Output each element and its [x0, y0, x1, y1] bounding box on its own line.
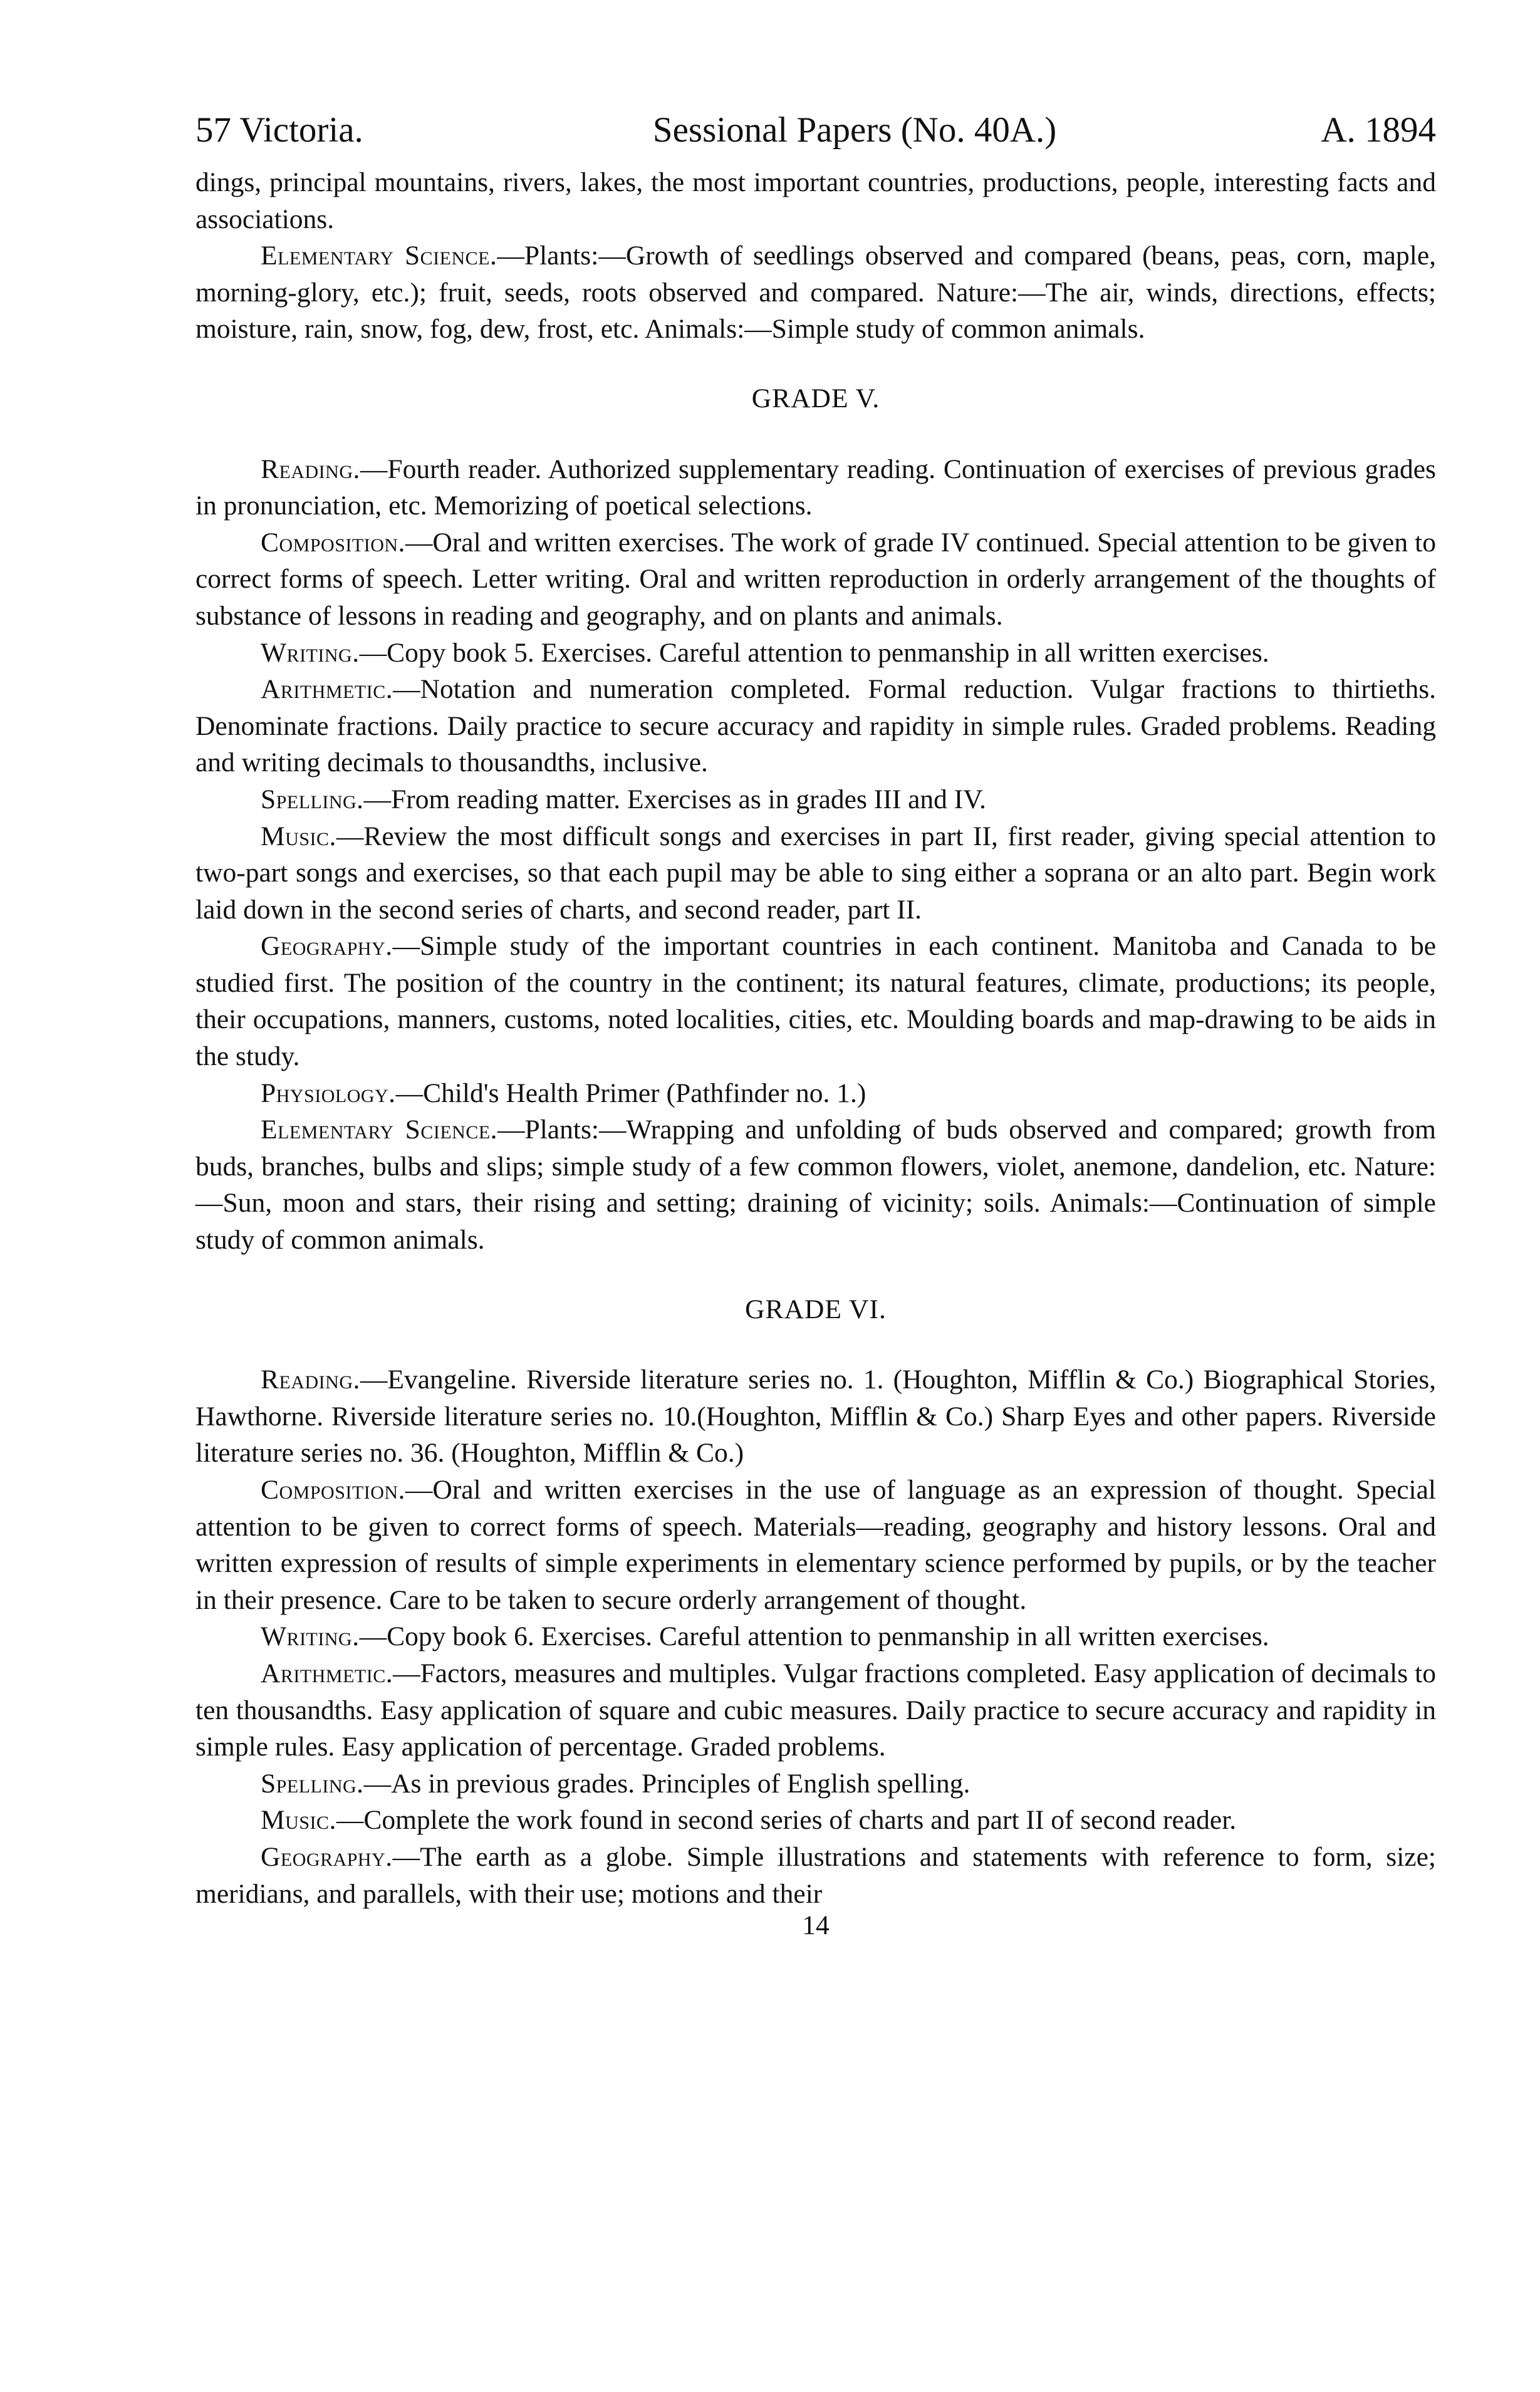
- paragraph-spelling: [195, 781, 1436, 818]
- paragraph-text: —Factors, measures and multiples. Vulgar fractions completed. Easy application of decimals to ten thousandths. Easy application of square and cubic measures. Daily practice to secure accuracy and rapidity in simple rules. Easy application of percentage. Graded problems.: [195, 1658, 1436, 1762]
- document-page: [195, 110, 1436, 1941]
- paragraph-physiology: [195, 1075, 1436, 1112]
- paragraph-elementary-science: [195, 1111, 1436, 1258]
- paragraph-head: Elementary Science.: [261, 241, 497, 271]
- paragraph-text: —Copy book 6. Exercises. Careful attention to penmanship in all written exercises.: [359, 1621, 1269, 1652]
- paragraph-text: —As in previous grades. Principles of English spelling.: [363, 1768, 970, 1799]
- paragraph-text: —Child's Health Primer (Pathfinder no. 1.): [395, 1078, 866, 1108]
- paragraph-head: Composition.: [261, 527, 405, 558]
- paragraph-composition: [195, 1472, 1436, 1618]
- paragraph-text: —Notation and numeration completed. Formal reduction. Vulgar fractions to thirtieths. Denominate fractions. Daily practice to secure accuracy and rapidity in simple rules. Graded problems. Reading and writing decimals to thousandths, inclusive.: [195, 674, 1436, 778]
- paragraph-reading: [195, 451, 1436, 524]
- paragraph-head: Arithmetic.: [261, 1658, 393, 1688]
- paragraph-music: [195, 818, 1436, 928]
- paragraph-head: Physiology.: [261, 1078, 396, 1108]
- paragraph-writing: [195, 1618, 1436, 1655]
- paragraph-composition: [195, 524, 1436, 635]
- grade-vi-heading: GRADE VI.: [745, 1294, 887, 1324]
- header-year: A. 1894: [1321, 110, 1436, 150]
- paragraph-arithmetic: [195, 1655, 1436, 1765]
- paragraph-head: Geography.: [261, 1841, 393, 1872]
- paragraph-text: —The earth as a globe. Simple illustrations and statements with reference to form, size; meridians, and parallels, with their use; motions and their: [195, 1841, 1436, 1909]
- paragraph-text: —Evangeline. Riverside literature series no. 1. (Houghton, Mifflin & Co.) Biographical Stories, Hawthorne. Riverside literature series no. 10.(Houghton, Mifflin & Co.) Sharp Eyes and other papers. Riverside literature series no. 36. (Houghton, Mifflin & Co.): [195, 1365, 1436, 1469]
- paragraph-head: Arithmetic.: [261, 674, 393, 705]
- paragraph-spelling: [195, 1765, 1436, 1802]
- paragraph-head: Geography.: [261, 931, 393, 962]
- intro-section: [195, 164, 1436, 348]
- header-title: Sessional Papers (No. 40A.): [652, 110, 1057, 150]
- paragraph-text: —Plants:—Growth of seedlings observed and compared (beans, peas, corn, maple, morning-glory, etc.); fruit, seeds, roots observed and compared. Nature:—The air, winds, directions, effects; moisture, rain, snow, fog, dew, frost, etc. Animals:—Simple study of common animals.: [195, 241, 1437, 345]
- paragraph-head: Writing.: [261, 1621, 360, 1652]
- grade-vi-section: [195, 1361, 1436, 1912]
- paragraph-text: —From reading matter. Exercises as in grades III and IV.: [363, 784, 986, 814]
- paragraph-arithmetic: [195, 671, 1436, 781]
- paragraph-head: Reading.: [261, 1365, 360, 1395]
- paragraph-head: Elementary Science.: [261, 1115, 498, 1145]
- paragraph-text: dings, principal mountains, rivers, lakes, the most important countries, productions, people, interesting facts and associations.: [195, 167, 1436, 234]
- paragraph-head: Reading.: [261, 454, 360, 484]
- header-session: 57 Victoria.: [195, 110, 363, 150]
- paragraph-head: Spelling.: [261, 1768, 364, 1799]
- paragraph-text: —Simple study of the important countries in each continent. Manitoba and Canada to be studied first. The position of the country in the continent; its natural features, climate, productions; its people, their occupations, manners, customs, noted localities, cities, etc. Moulding boards and map-drawing to be aids in the study.: [195, 931, 1436, 1072]
- paragraph-text: —Plants:—Wrapping and unfolding of buds observed and compared; growth from buds, branches, bulbs and slips; simple study of a few common flowers, violet, anemone, dandelion, etc. Nature:—Sun, moon and stars, their rising and setting; draining of vicinity; soils. Animals:—Continuation of simple study of common animals.: [195, 1115, 1437, 1256]
- paragraph-reading: [195, 1361, 1436, 1472]
- paragraph-text: —Oral and written exercises. The work of grade IV continued. Special attention to be given to correct forms of speech. Letter writing. Oral and written reproduction in orderly arrangement of the thoughts of substance of lessons in reading and geography, and on plants and animals.: [195, 527, 1436, 631]
- paragraph-text: —Copy book 5. Exercises. Careful attention to penmanship in all written exercises.: [359, 637, 1269, 668]
- paragraph-music: [195, 1802, 1436, 1839]
- paragraph-geography: [195, 1839, 1436, 1912]
- grade-v-heading: GRADE V.: [751, 383, 880, 413]
- paragraph-continuation: [195, 164, 1436, 237]
- paragraph-elementary-science: [195, 237, 1436, 348]
- paragraph-head: Spelling.: [261, 784, 364, 814]
- paragraph-head: Writing.: [261, 637, 360, 668]
- paragraph-text: —Oral and written exercises in the use of language as an expression of thought. Special attention to be given to correct forms of speech. Materials—reading, geography and history lessons. Oral and written expression of results of simple experiments in elementary science performed by pupils, or by the teacher in their presence. Care to be taken to secure orderly arrangement of thought.: [195, 1475, 1436, 1615]
- page-number: 14: [802, 1910, 830, 1941]
- running-header: [195, 110, 1436, 150]
- paragraph-geography: [195, 928, 1436, 1074]
- paragraph-writing: [195, 635, 1436, 672]
- grade-v-section: [195, 451, 1436, 1259]
- paragraph-head: Music.: [261, 1805, 336, 1836]
- paragraph-text: —Review the most difficult songs and exercises in part II, first reader, giving special attention to two-part songs and exercises, so that each pupil may be able to sing either a soprana or an alto part. Begin work laid down in the second series of charts, and second reader, part II.: [195, 821, 1436, 925]
- paragraph-head: Composition.: [261, 1475, 405, 1505]
- paragraph-head: Music.: [261, 821, 336, 851]
- paragraph-text: —Complete the work found in second series of charts and part II of second reader.: [336, 1805, 1237, 1836]
- paragraph-text: —Fourth reader. Authorized supplementary reading. Continuation of exercises of previous grades in pronunciation, etc. Memorizing of poetical selections.: [195, 454, 1436, 521]
